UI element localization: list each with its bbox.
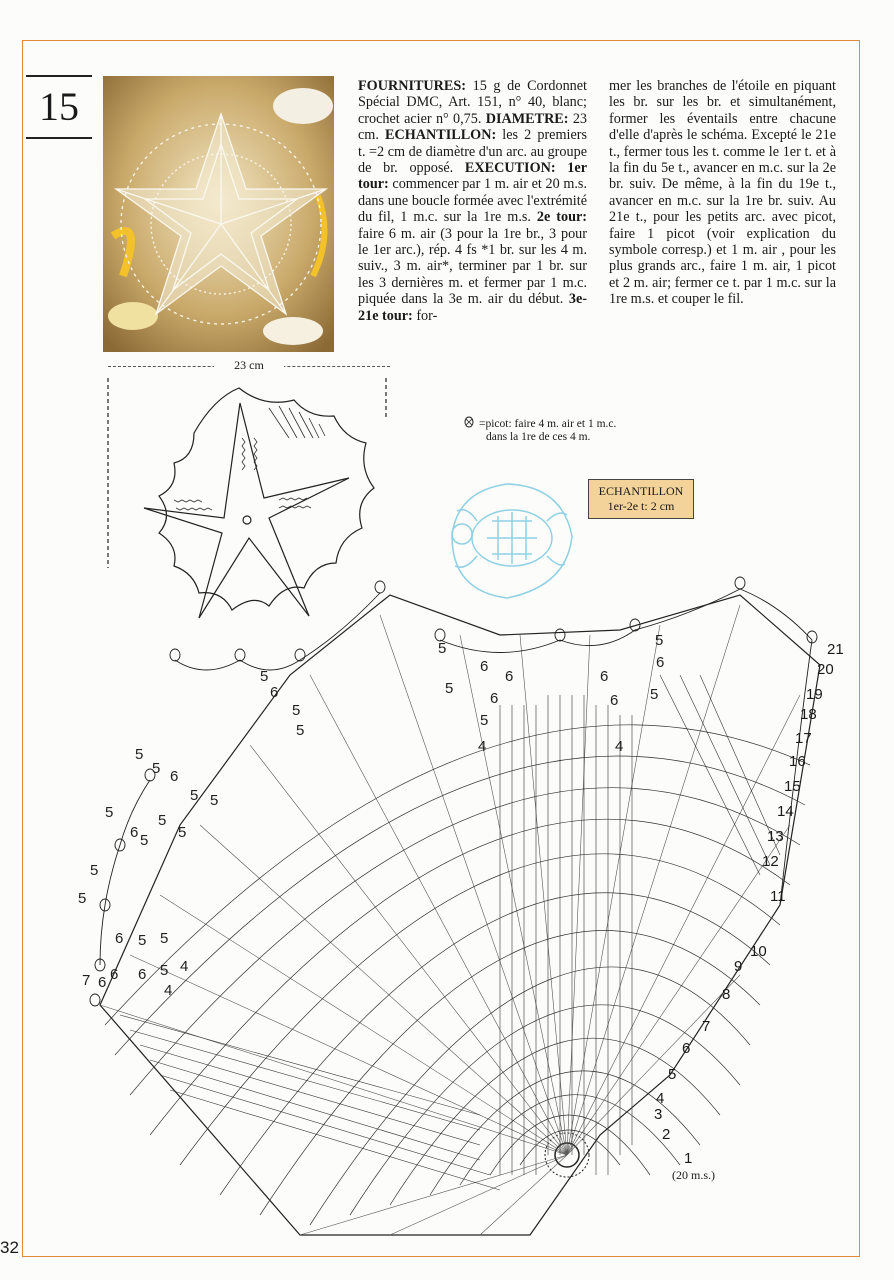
echantillon-text: les 2 premiers t. =2 cm de diamètre d'un arc. au groupe de br. opposé. (358, 127, 588, 177)
svg-text:4: 4 (615, 738, 624, 755)
round-label-19: 19 (806, 686, 823, 703)
svg-text:5: 5 (152, 760, 161, 777)
round-label-10: 10 (750, 943, 767, 960)
crochet-chart (60, 575, 860, 1255)
svg-text:5: 5 (78, 890, 87, 907)
fournitures-label: FOURNITURES: (358, 78, 466, 94)
round-label-17: 17 (795, 730, 812, 747)
svg-text:5: 5 (160, 962, 169, 979)
svg-text:6: 6 (505, 668, 514, 685)
svg-text:5: 5 (210, 792, 219, 809)
round-label-7: 7 (702, 1018, 711, 1035)
pattern-number-box (26, 75, 92, 139)
svg-text:5: 5 (655, 632, 664, 649)
round-label-14: 14 (777, 803, 794, 820)
round-label-4: 4 (656, 1090, 665, 1107)
svg-text:6: 6 (115, 930, 124, 947)
round-label-15: 15 (784, 778, 801, 795)
page-number: 32 (0, 1238, 19, 1257)
round-label-13: 13 (767, 828, 784, 845)
svg-text:5: 5 (138, 932, 147, 949)
sample-size: 1er-2e t: 2 cm (607, 499, 675, 513)
fournitures-text: 15 g de Cordonnet Spécial DMC, Art. 151, n° 40, blanc; crochet acier n° 0,75. (358, 78, 587, 127)
svg-text:5: 5 (292, 702, 301, 719)
round-label-8: 8 (722, 986, 731, 1003)
doily-photo (103, 76, 334, 352)
svg-text:4: 4 (164, 982, 173, 999)
svg-text:6: 6 (98, 974, 107, 991)
instructions-column-2 (609, 78, 836, 308)
execution-label: EXECUTION: 1er tour: (358, 160, 587, 193)
round-label-20: 20 (817, 661, 834, 678)
svg-text:5: 5 (90, 862, 99, 879)
svg-text:5: 5 (445, 680, 454, 697)
round-label-3: 3 (654, 1106, 663, 1123)
tour2-label: 2e tour: (536, 209, 587, 226)
svg-text:6: 6 (600, 668, 609, 685)
tour3-label: 3e-21e tour: (358, 291, 587, 324)
dimension-label: 23 cm (214, 358, 284, 373)
start-stitch-label: (20 m.s.) (672, 1168, 715, 1182)
svg-text:5: 5 (158, 812, 167, 829)
svg-text:5: 5 (438, 640, 447, 657)
svg-text:5: 5 (160, 930, 169, 947)
tour3-text: for- (412, 307, 438, 324)
svg-text:6: 6 (110, 966, 119, 983)
svg-text:4: 4 (180, 958, 189, 975)
svg-text:5: 5 (178, 824, 187, 841)
picot-legend (462, 416, 702, 444)
legend-line-2: dans la 1re de ces 4 m. (486, 431, 591, 443)
svg-text:5: 5 (480, 712, 489, 729)
picot-symbol-icon (462, 416, 476, 430)
svg-text:4: 4 (478, 738, 487, 755)
svg-text:6: 6 (138, 966, 147, 983)
echantillon-label: ECHANTILLON: (385, 127, 497, 144)
svg-text:7: 7 (82, 972, 91, 989)
svg-text:5: 5 (135, 746, 144, 763)
round-label-5: 5 (668, 1066, 677, 1083)
round-label-6: 6 (682, 1040, 691, 1057)
instructions-column-1 (358, 78, 587, 324)
tour2-text: faire 6 m. air (3 pour la 1re br., 3 pour le 1er arc.), rép. 4 fs *1 br. sur les 4 m. suiv., 3 m. air*, terminer par 1 br. sur les 3 dernières m. et fermer par 1 m.c. piquée dans la 3e m. air du début. (358, 225, 587, 308)
round-label-1: 1 (684, 1150, 693, 1167)
svg-text:5: 5 (260, 668, 269, 685)
svg-text:5: 5 (105, 804, 114, 821)
round-label-21: 21 (827, 641, 844, 658)
svg-text:5: 5 (650, 686, 659, 703)
pattern-number: 15 (39, 84, 79, 129)
instructions-continued: mer les branches de l'étoile en piquant les br. sur les br. et simultanément, former les éventails entre chacune d'elle d'après le schéma. Excepté le 21e t., fermer tous les t. comme le 1er t. et à la fin du 5e t., avancer en m.c. sur la 2e br. suiv. De même, à la fin du 19e t., avancer en m.c. sur la 1re br. suiv. Au 21e t., pour les petits arc. avec picot, faire 1 picot (voir explication du symbole corresp.) et 1 m. air , pour les plus grands arc., faire 1 m. air, 1 picot et 2 m. air; fermer ce t. par 1 m.c. sur la 1re m.s. et couper le fil. (609, 78, 836, 308)
svg-text:5: 5 (190, 787, 199, 804)
execution-text: commencer par 1 m. air et 20 m.s. dans une boucle formée avec l'extrémité du fil, 1 m.c. sur la 1re m.s. (358, 176, 587, 226)
svg-text:6: 6 (610, 692, 619, 709)
round-label-11: 11 (770, 888, 786, 905)
round-label-18: 18 (800, 706, 817, 723)
svg-text:6: 6 (170, 768, 179, 785)
diametre-text: 23 cm. (358, 110, 588, 144)
round-label-2: 2 (662, 1126, 671, 1143)
svg-text:6: 6 (656, 654, 665, 671)
svg-text:5: 5 (296, 722, 305, 739)
svg-text:6: 6 (270, 684, 279, 701)
dimension-line (108, 358, 390, 378)
svg-text:5: 5 (140, 832, 149, 849)
round-label-9: 9 (734, 958, 743, 975)
round-label-16: 16 (789, 753, 806, 770)
svg-text:6: 6 (130, 824, 139, 841)
legend-line-1: =picot: faire 4 m. air et 1 m.c. (479, 418, 617, 430)
svg-text:6: 6 (480, 658, 489, 675)
svg-text:6: 6 (490, 690, 499, 707)
sample-box (588, 479, 694, 519)
sample-title: ECHANTILLON (598, 484, 684, 498)
diametre-label: DIAMETRE: (485, 110, 569, 127)
round-label-12: 12 (762, 853, 779, 870)
